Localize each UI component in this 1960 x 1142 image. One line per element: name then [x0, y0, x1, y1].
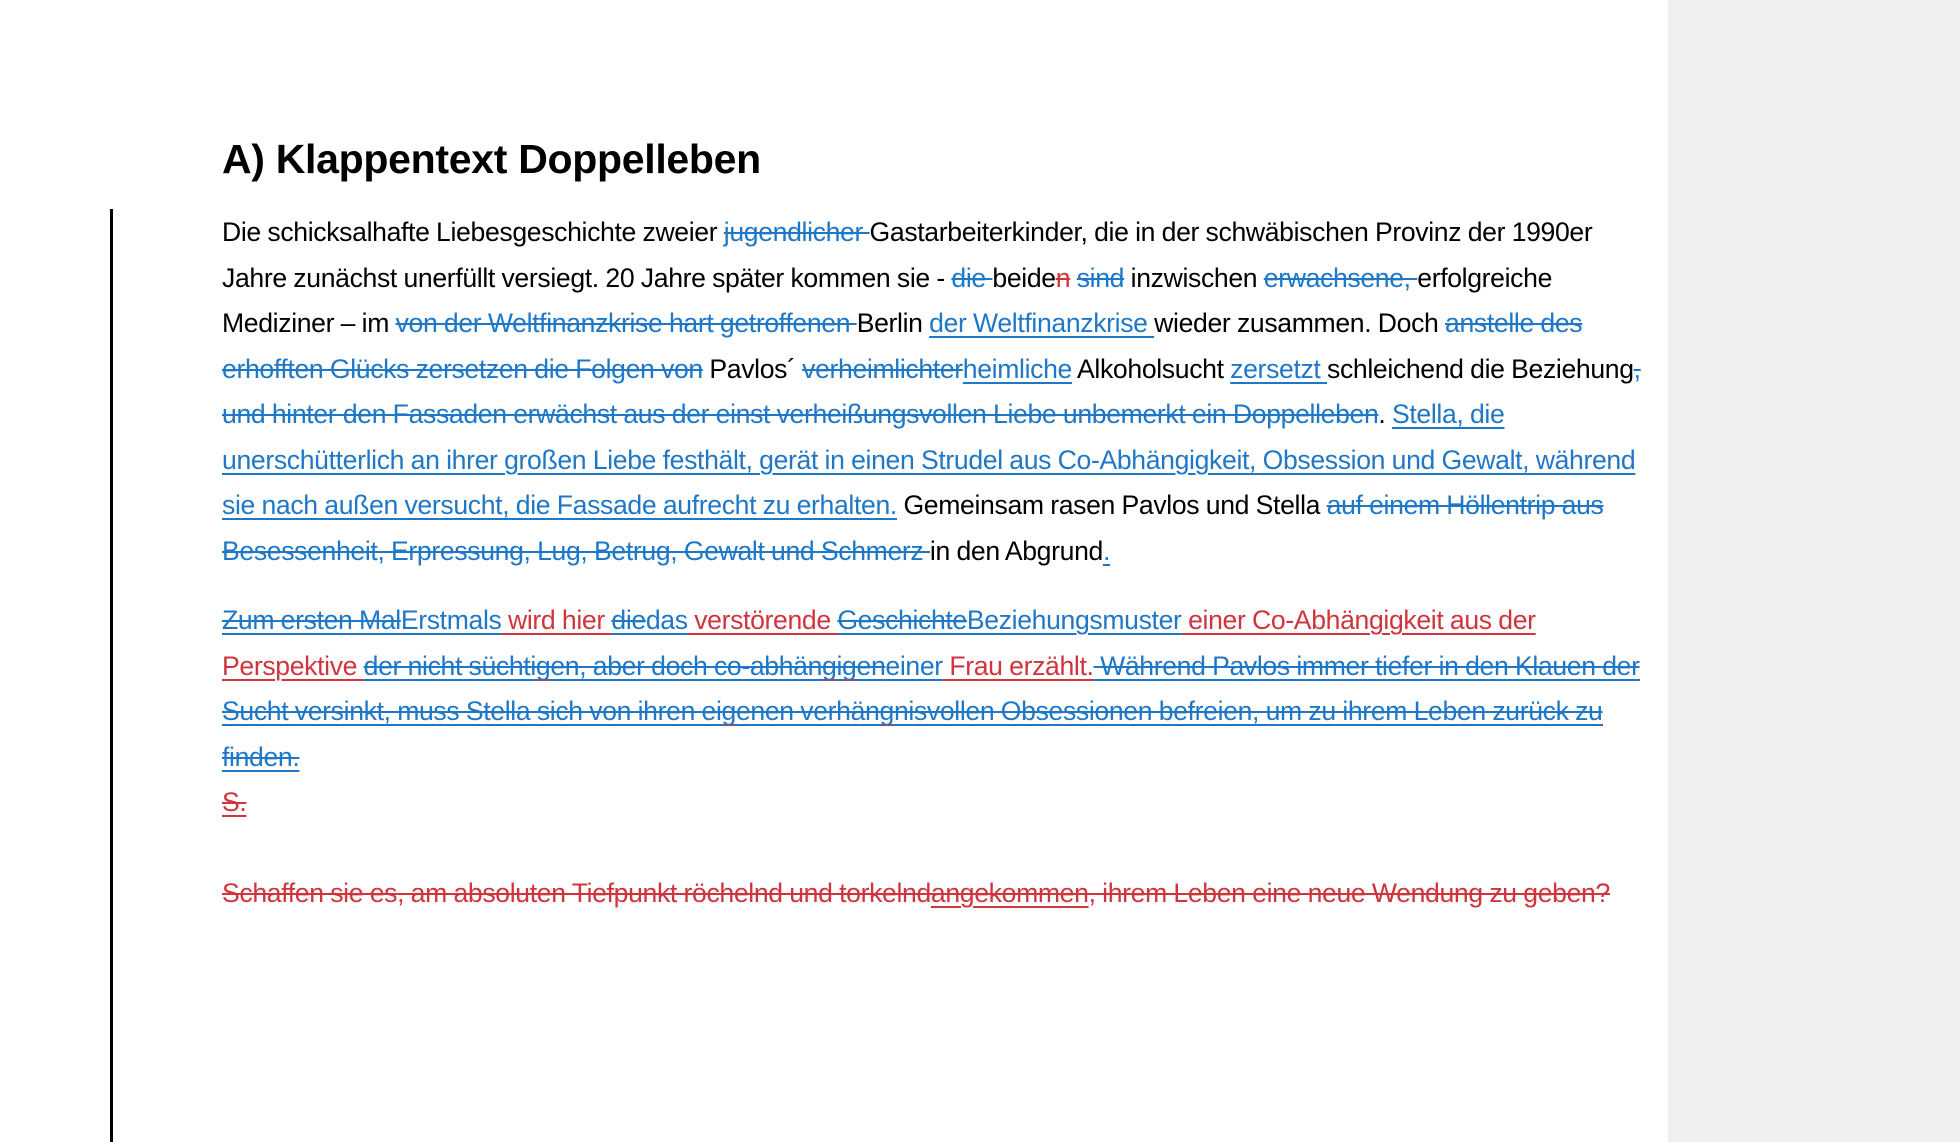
comments-margin-panel — [1668, 0, 1960, 1142]
inserted-text: heimliche — [962, 353, 1072, 384]
inserted-text: zersetzt — [1230, 353, 1328, 384]
empty-paragraph — [222, 826, 1642, 872]
paragraph-synopsis[interactable] — [222, 210, 1642, 574]
deleted-text: der nicht süchtigen, aber doch co-abhängigen — [363, 650, 886, 681]
deleted-text: die — [951, 262, 993, 293]
text-run: inzwischen — [1124, 262, 1264, 293]
deleted-text: , und hinter den Fassaden erwächst aus der einst verheißungsvollen Liebe unbemerkt ein Doppelleben — [222, 353, 1641, 429]
text-run: Gemeinsam rasen Pavlos und Stella — [896, 490, 1327, 520]
paragraph-stray-s[interactable] — [222, 780, 1642, 826]
inserted-text: einer — [885, 650, 943, 681]
text-run: Pavlos´ — [702, 353, 803, 384]
deleted-text: Geschichte — [837, 605, 967, 635]
inserted-text: das — [645, 605, 688, 635]
text-run: . — [1378, 399, 1392, 429]
text-run: Gastarbeiterkinder, die in der schwäbischen Provinz der 1990er Jahre zunächst unerfüllt versiegt. 20 Jahre später kommen sie - — [222, 217, 1593, 293]
deleted-text: auf einem Höllentrip aus Besessenheit, Erpressung, Lug, Betrug, Gewalt und Schmerz — [222, 490, 1604, 566]
inserted-text: Stella, die unerschütterlich an ihrer großen Liebe festhält, gerät in einen Strudel aus Co-Abhängigkeit, Obsession und Gewalt, während sie nach außen versucht, die Fassade aufrecht zu erhalten. — [222, 399, 1636, 520]
inserted-text: einer Co-Abhängigkeit aus der Perspektive — [222, 605, 1536, 681]
deleted-text: verheimlichter — [802, 353, 963, 384]
deleted-text: anstelle des erhofften Glücks zersetzen die Folgen von — [222, 308, 1583, 384]
deleted-text: sind — [1076, 262, 1125, 293]
deleted-text: , ihrem Leben eine neue Wendung zu geben? — [1088, 878, 1610, 908]
inserted-text: der Weltfinanzkrise — [929, 308, 1155, 338]
deleted-text: S. — [222, 787, 247, 817]
text-run: erfolgreiche Mediziner – im — [222, 262, 1553, 338]
deleted-text: n — [1055, 262, 1071, 293]
text-run: in den Abgrund — [929, 535, 1103, 566]
text-run: Alkoholsucht — [1071, 353, 1231, 384]
revision-change-bar — [110, 209, 113, 1142]
deleted-text: Schaffen sie es, am absoluten Tiefpunkt röchelnd und torkelnd — [222, 878, 931, 908]
inserted-text: verstörende — [687, 605, 838, 635]
deleted-text: jugendlicher — [723, 217, 870, 247]
paragraph-perspective[interactable] — [222, 598, 1642, 780]
text-run: Die schicksalhafte Liebesgeschichte zweier — [222, 217, 724, 247]
text-run: Berlin — [856, 308, 930, 338]
deleted-text: Zum ersten Mal — [222, 605, 401, 635]
document-heading: A) Klappentext Doppelleben — [222, 136, 761, 182]
inserted-text: wird hier — [501, 605, 612, 635]
inserted-text: Frau erzählt. — [942, 650, 1094, 681]
inserted-text: Beziehungsmuster — [966, 605, 1182, 635]
paragraph-question[interactable] — [222, 871, 1642, 917]
deleted-text: die — [611, 605, 646, 635]
deleted-text: Während Pavlos immer tiefer in den Klauen der Sucht versinkt, muss Stella sich von ihren eigenen verhängnisvollen Obsessionen befreien, um zu ihrem Leben zurück zu finden. — [222, 650, 1640, 772]
text-run: beide — [992, 262, 1056, 293]
deleted-text: angekommen — [930, 878, 1089, 908]
deleted-text: erwachsene, — [1263, 262, 1418, 293]
text-run: wieder zusammen. Doch — [1154, 308, 1446, 338]
document-body[interactable] — [222, 210, 1642, 917]
deleted-text: von der Weltfinanzkrise hart getroffenen — [395, 308, 857, 338]
inserted-text: . — [1102, 535, 1110, 566]
inserted-text: Erstmals — [400, 605, 502, 635]
text-run: schleichend die Beziehung — [1327, 353, 1634, 384]
